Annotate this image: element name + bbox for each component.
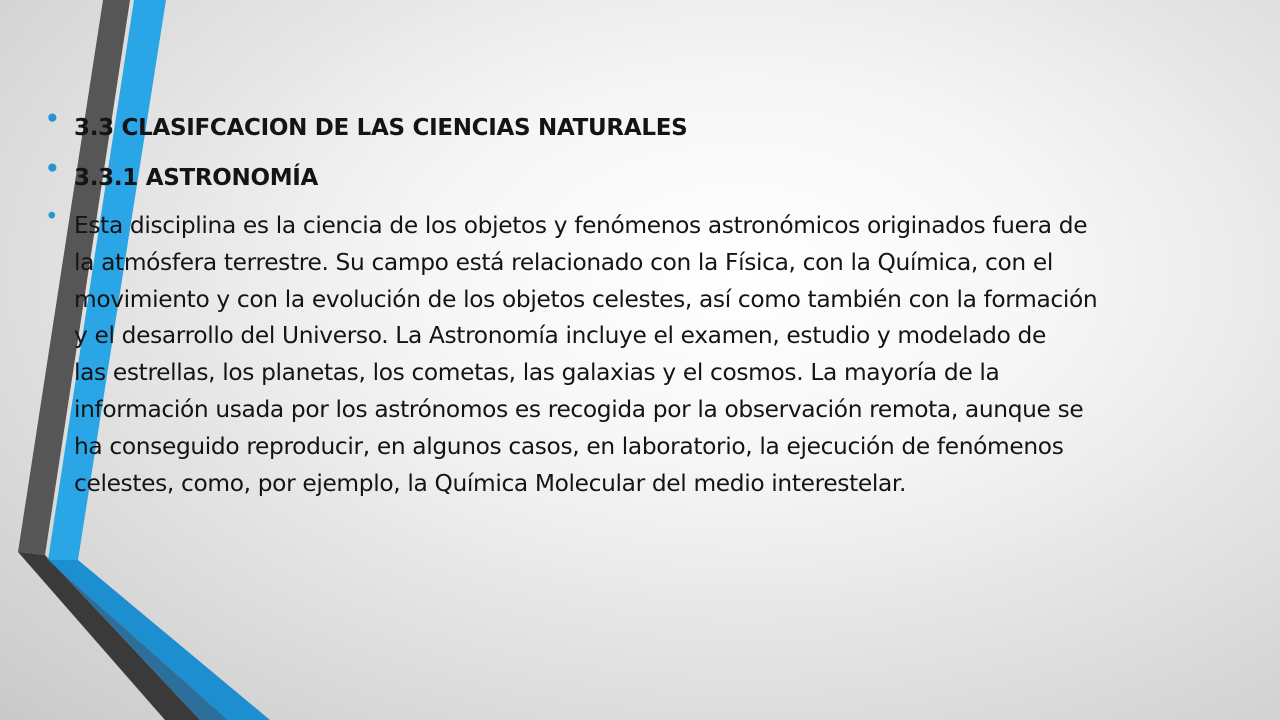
paragraph-line: la atmósfera terrestre. Su campo está relacionado con la Física, con la Química, con el xyxy=(74,248,1053,276)
paragraph-line: ha conseguido reproducir, en algunos casos, en laboratorio, la ejecución de fenómenos xyxy=(74,432,1064,460)
paragraph-line: información usada por los astrónomos es recogida por la observación remota, aunque se xyxy=(74,395,1084,423)
paragraph-line: y el desarrollo del Universo. La Astronomía incluye el examen, estudio y modelado de xyxy=(74,322,1046,350)
slide-content xyxy=(45,108,1260,512)
paragraph-line: celestes, como, por ejemplo, la Química Molecular del medio interestelar. xyxy=(74,469,907,497)
paragraph-line: las estrellas, los planetas, los cometas, las galaxias y el cosmos. La mayoría de la xyxy=(74,359,1000,387)
paragraph-line: Esta disciplina es la ciencia de los objetos y fenómenos astronómicos originados fuera de xyxy=(74,212,1088,239)
paragraph-line: movimiento y con la evolución de los objetos celestes, así como también con la formación xyxy=(74,285,1098,313)
bullet-dot-icon: • xyxy=(45,106,60,132)
gray-bar-lower xyxy=(18,552,200,720)
bullet-dot-icon: • xyxy=(45,204,59,230)
bullet-item-section-title xyxy=(45,108,1260,148)
bullet-dot-icon: • xyxy=(45,156,60,182)
section-title: 3.3 CLASIFCACION DE LAS CIENCIAS NATURALES xyxy=(74,115,688,141)
bullet-item-paragraph xyxy=(45,204,1260,502)
bullet-item-subsection-title xyxy=(45,158,1260,198)
subsection-title: 3.3.1 ASTRONOMÍA xyxy=(74,165,319,191)
